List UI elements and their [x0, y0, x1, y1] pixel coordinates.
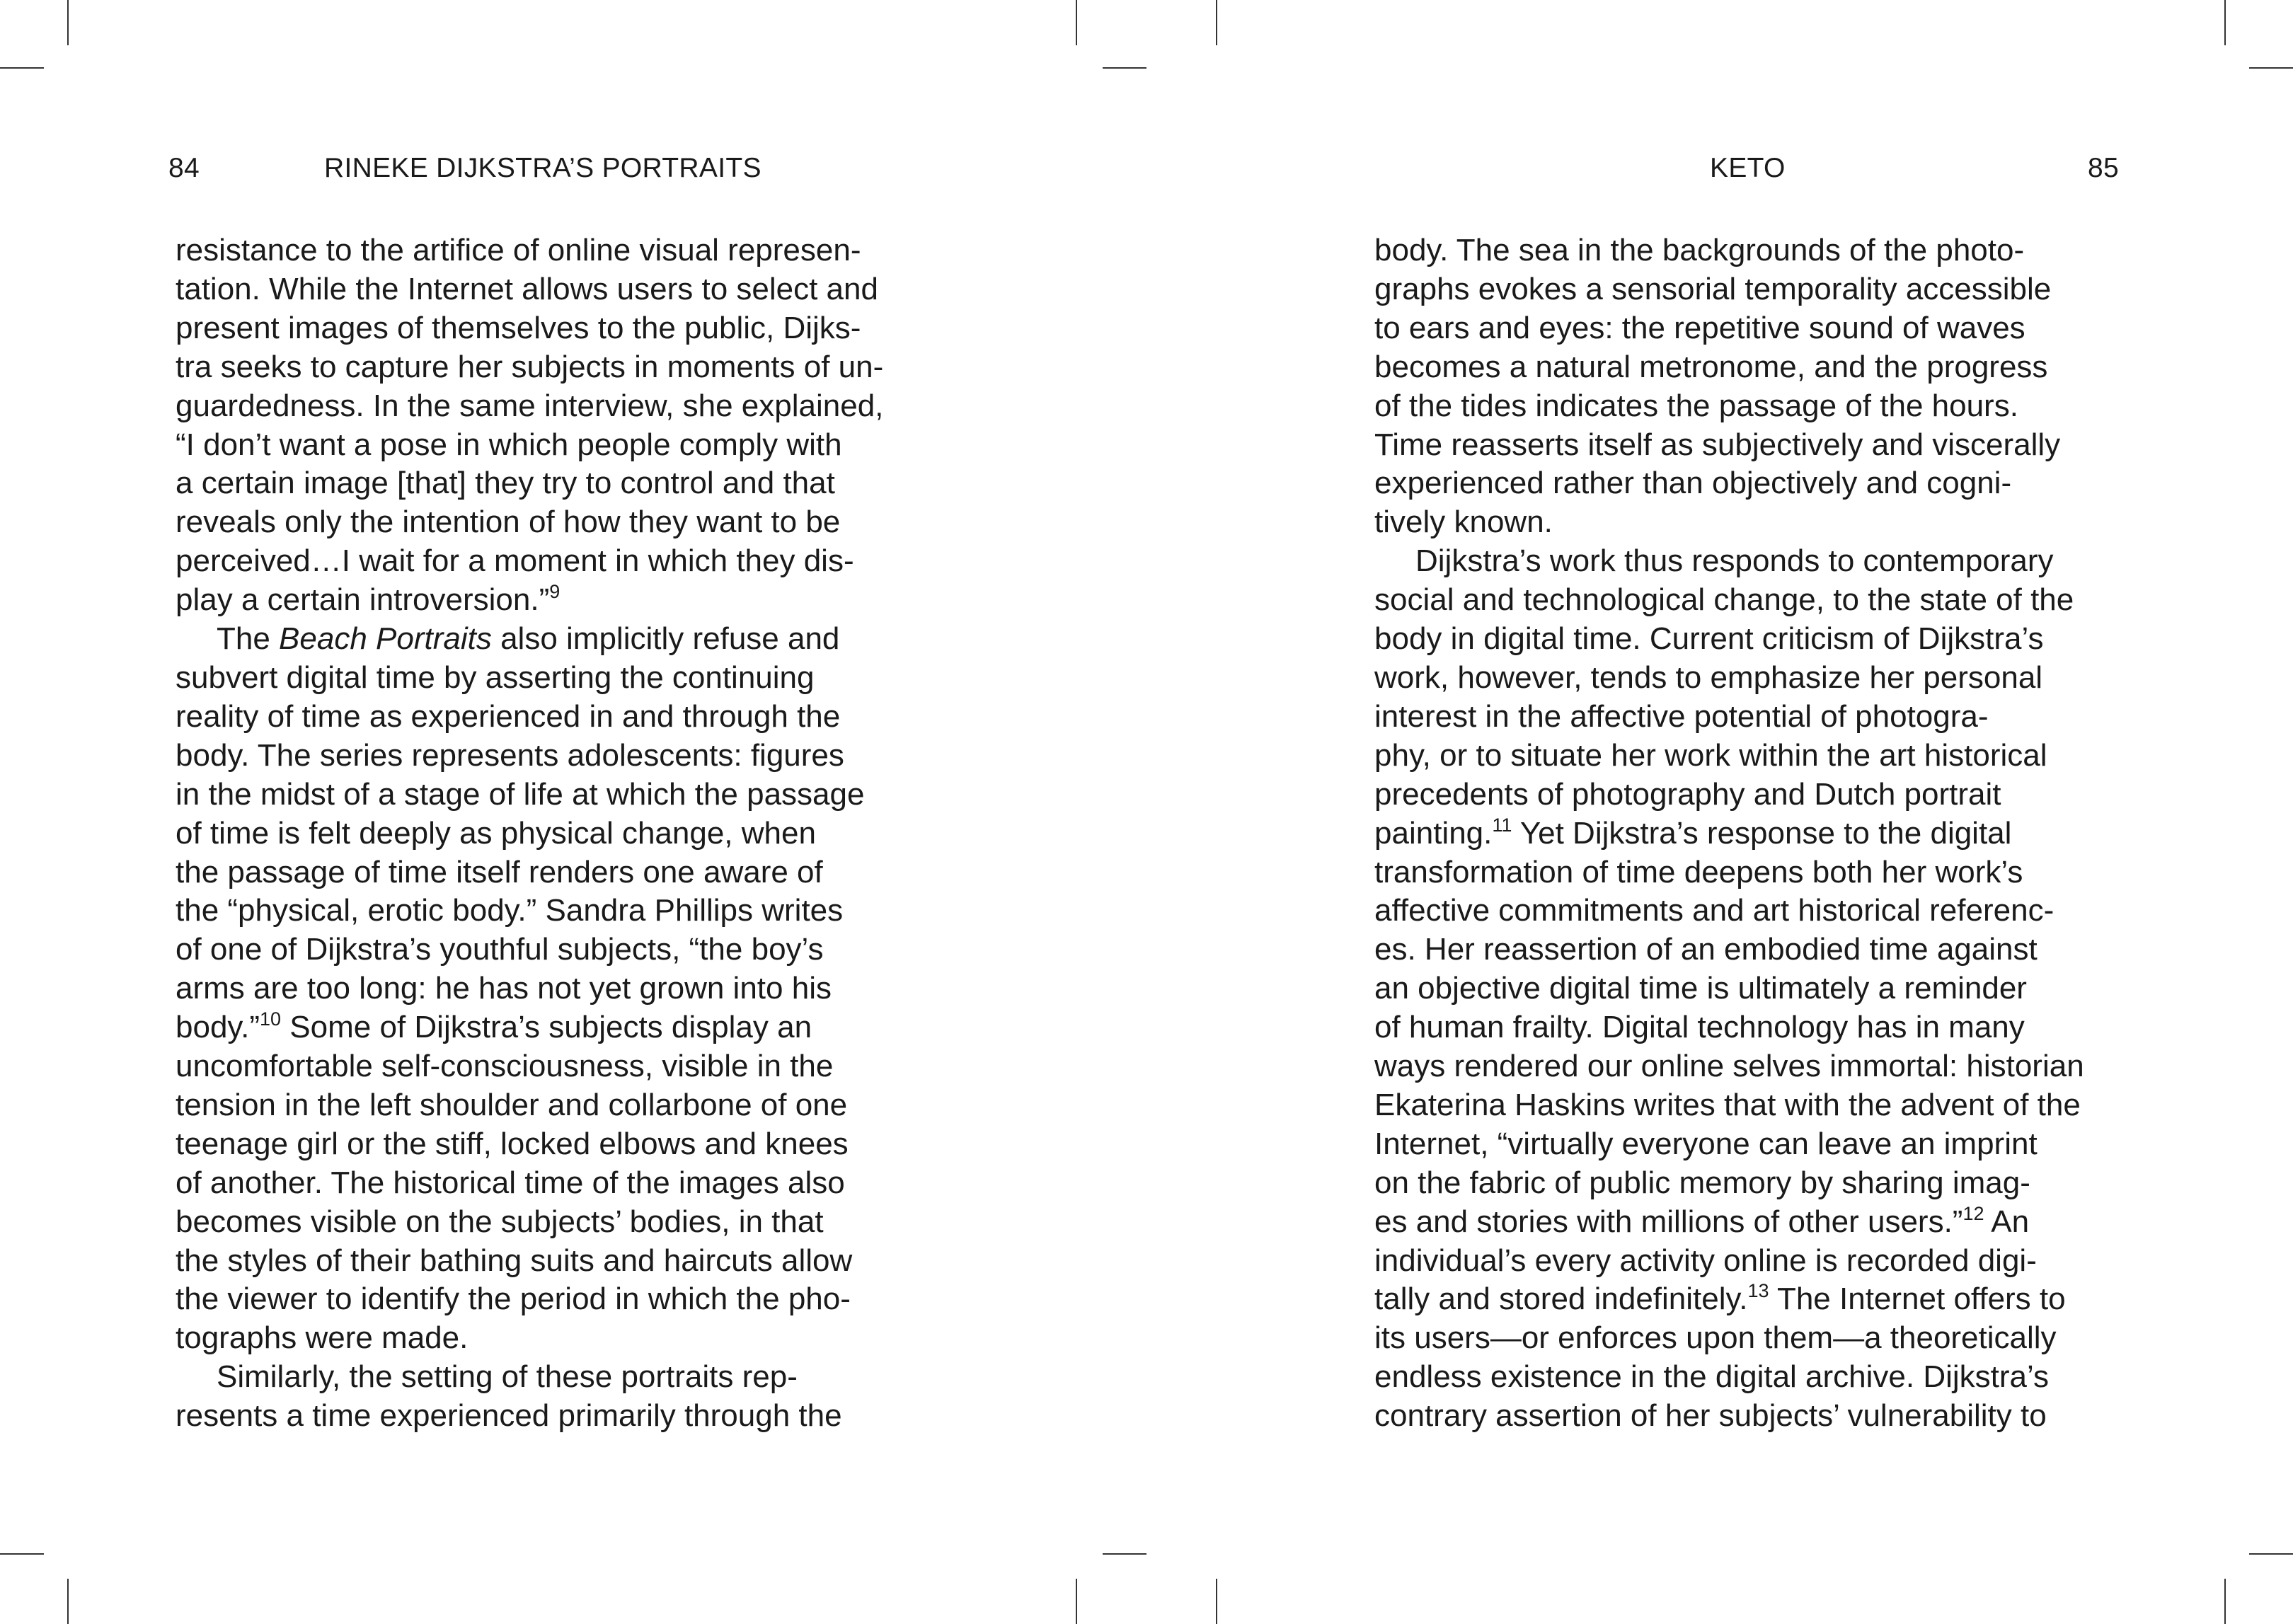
text-line: graphs evokes a sensorial temporality accessible [1374, 271, 2052, 306]
crop-mark [1103, 1553, 1146, 1555]
text-run: tally and stored indefinitely. [1374, 1282, 1748, 1317]
text-line: on the fabric of public memory by sharing imag- [1374, 1165, 2030, 1200]
running-head-left: RINEKE DIJKSTRA’S PORTRAITS [324, 153, 762, 183]
crop-mark [2224, 0, 2226, 45]
crop-mark [0, 1553, 44, 1555]
text-line: transformation of time deepens both her work’s [1374, 854, 2023, 889]
crop-mark [1076, 0, 1077, 45]
text-line: social and technological change, to the state of the [1374, 582, 2074, 618]
text-line: becomes visible on the subjects’ bodies, in that [176, 1204, 824, 1239]
text-line: to ears and eyes: the repetitive sound of waves [1374, 310, 2025, 345]
footnote-ref: 11 [1492, 814, 1512, 836]
text-line [176, 1008, 926, 1047]
text-line: “I don’t want a pose in which people comply with [176, 427, 842, 462]
text-line: tively known. [1374, 505, 1553, 540]
page-number-left: 84 [168, 153, 200, 183]
text-line [1374, 814, 2125, 853]
text-line: ways rendered our online selves immortal: historian [1374, 1049, 2084, 1084]
text-line: reality of time as experienced in and through the [176, 698, 841, 734]
text-line: endless existence in the digital archive. Dijkstra’s [1374, 1359, 2049, 1395]
crop-mark [1076, 1579, 1077, 1624]
text-line: resents a time experienced primarily through the [176, 1398, 842, 1434]
text-line: tation. While the Internet allows users to select and [176, 271, 878, 306]
footnote-ref: 12 [1962, 1202, 1984, 1224]
text-line [1374, 1203, 2125, 1242]
crop-mark [2249, 67, 2293, 69]
page-number-right: 85 [2088, 153, 2119, 183]
text-line: tension in the left shoulder and collarbone of one [176, 1087, 848, 1122]
footnote-ref: 9 [549, 581, 561, 603]
right-page-body [1374, 231, 2125, 1436]
text-line [1374, 1280, 2125, 1319]
text-line: Ekaterina Haskins writes that with the advent of the [1374, 1087, 2081, 1122]
text-line: body in digital time. Current criticism of Dijkstra’s [1374, 621, 2044, 657]
footnote-ref: 10 [260, 1008, 282, 1030]
text-line: individual’s every activity online is recorded digi- [1374, 1243, 2037, 1278]
text-line: the passage of time itself renders one aware of [176, 854, 823, 889]
text-line: teenage girl or the stiff, locked elbows and knees [176, 1126, 849, 1161]
crop-mark [1103, 67, 1146, 69]
text-line: its users—or enforces upon them—a theoretically [1374, 1320, 2057, 1356]
text-line: experienced rather than objectively and cogni- [1374, 466, 2012, 501]
text-line: body. The series represents adolescents: figures [176, 737, 844, 773]
text-line: Time reasserts itself as subjectively and viscerally [1374, 427, 2061, 462]
text-run: The Internet offers to [1769, 1282, 2066, 1317]
paragraph-start [176, 620, 926, 659]
left-page-body [176, 231, 926, 1436]
text-run: painting. [1374, 815, 1493, 851]
text-line: becomes a natural metronome, and the progress [1374, 349, 2048, 384]
text-line: the “physical, erotic body.” Sandra Phillips writes [176, 893, 844, 928]
text-run: play a certain introversion.” [176, 582, 550, 618]
text-run: Yet Dijkstra’s response to the digital [1512, 815, 2012, 851]
text-line: tographs were made. [176, 1320, 469, 1356]
text-line: of one of Dijkstra’s youthful subjects, “the boy’s [176, 932, 824, 967]
text-line: body. The sea in the backgrounds of the photo- [1374, 233, 2025, 267]
footnote-ref: 13 [1747, 1280, 1769, 1302]
text-line: the styles of their bathing suits and haircuts allow [176, 1243, 853, 1278]
text-line: perceived…I wait for a moment in which they dis- [176, 543, 854, 579]
text-line: of the tides indicates the passage of the hours. [1374, 388, 2018, 423]
crop-mark [1216, 1579, 1217, 1624]
crop-mark [67, 0, 69, 45]
text-line: phy, or to situate her work within the art historical [1374, 737, 2047, 773]
running-head-right: KETO [1710, 153, 1786, 183]
text-line: es. Her reassertion of an embodied time against [1374, 932, 2038, 967]
text-line: a certain image [that] they try to control and that [176, 466, 835, 501]
crop-mark [1216, 0, 1217, 45]
text-run: body.” [176, 1010, 260, 1045]
text-line: guardedness. In the same interview, she explained, [176, 388, 884, 423]
text-line: contrary assertion of her subjects’ vulnerability to [1374, 1398, 2047, 1434]
text-line: subvert digital time by asserting the continuing [176, 660, 815, 695]
text-line: uncomfortable self-consciousness, visible in the [176, 1049, 834, 1084]
crop-mark [2224, 1579, 2226, 1624]
crop-mark [0, 67, 44, 69]
text-line: affective commitments and art historical referenc- [1374, 893, 2054, 928]
paragraph-start: Similarly, the setting of these portraits rep- [217, 1359, 798, 1395]
text-line [176, 581, 926, 620]
text-line: precedents of photography and Dutch portrait [1374, 776, 2001, 812]
text-line: of time is felt deeply as physical change, when [176, 815, 816, 851]
text-line: Internet, “virtually everyone can leave an imprint [1374, 1126, 2038, 1161]
text-line: present images of themselves to the public, Dijks- [176, 310, 861, 345]
crop-mark [2249, 1553, 2293, 1555]
text-run: es and stories with millions of other users.” [1374, 1204, 1963, 1239]
text-run: Some of Dijkstra’s subjects display an [281, 1010, 812, 1045]
text-line: of another. The historical time of the images also [176, 1165, 845, 1200]
text-line: interest in the affective potential of photogra- [1374, 698, 1989, 734]
text-line: in the midst of a stage of life at which the passage [176, 776, 865, 812]
text-line: reveals only the intention of how they want to be [176, 505, 841, 540]
text-line: tra seeks to capture her subjects in moments of un- [176, 349, 884, 384]
text-line: arms are too long: he has not yet grown into his [176, 971, 832, 1006]
text-run: also implicitly refuse and [491, 621, 840, 657]
crop-mark [67, 1579, 69, 1624]
text-line: the viewer to identify the period in which the pho- [176, 1282, 851, 1317]
text-line: work, however, tends to emphasize her personal [1374, 660, 2043, 695]
text-line: resistance to the artifice of online visual represen- [176, 233, 861, 267]
text-run: An [1984, 1204, 2030, 1239]
text-line: an objective digital time is ultimately a reminder [1374, 971, 2027, 1006]
text-run: The [217, 621, 280, 657]
paragraph-start: Dijkstra’s work thus responds to contemporary [1415, 543, 2054, 579]
italic-title: Beach Portraits [279, 621, 492, 657]
text-line: of human frailty. Digital technology has in many [1374, 1010, 2025, 1045]
